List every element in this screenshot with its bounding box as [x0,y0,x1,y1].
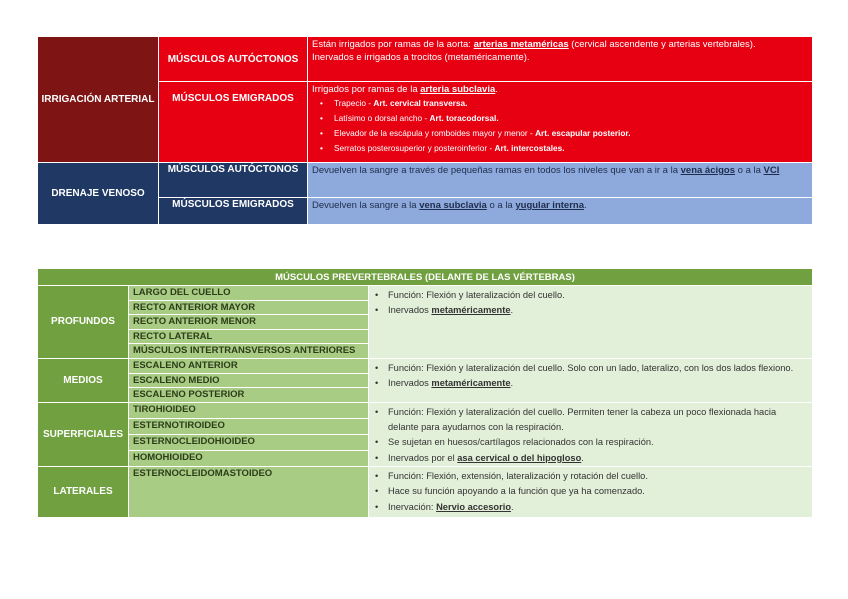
list-item: • Latísimo o dorsal ancho - Art. toracodorsal. [334,111,808,126]
prevertebral-muscles-table [37,268,813,518]
medios-functions [369,358,813,402]
list-item: • Inervados metaméricamente. [388,303,808,318]
list-item: • Función: Flexión y lateralización del cuello. Permiten tener la cabeza un poco flexionada hacia delante para ayudarnos con la respiración. [388,405,808,436]
superficiales-functions [369,402,813,466]
list-item: • Trapecio - Art. cervical transversa. [334,96,808,111]
table-title: MÚSCULOS PREVERTEBRALES (DELANTE DE LAS VÉRTEBRAS) [38,269,813,286]
list-item: • Serratos posterosuperior y posteroinferior - Art. intercostales. [334,141,808,156]
list-item: • Inervados metaméricamente. [388,376,808,391]
vena-acigos-link: vena ácigos [680,165,736,176]
superficiales-label: SUPERFICIALES [38,402,129,466]
muscle-cell: RECTO ANTERIOR MENOR [129,315,369,330]
arteria-subclavia-link: arteria subclavia [420,84,496,95]
drenaje-emigrados-label: MÚSCULOS EMIGRADOS [159,198,308,225]
muscle-cell: LARGO DEL CUELLO [129,286,369,301]
irrigacion-emigrados-desc: Irrigados por ramas de la arteria subclavia. • Trapecio - Art. cervical transversa. • Latísimo o dorsal ancho - Art. toracodorsal. • Elevador de la escápula y romboides mayor y menor - Art. escapular posterior. • Serratos posterosuperior y posteroinferior - Art. intercostales. [308,82,813,163]
irrigation-drainage-table [37,36,813,225]
vena-subclavia-link: vena subclavia [419,200,487,211]
muscle-cell: HOMOHIOIDEO [129,450,369,466]
arterial-branches-list [312,96,808,156]
muscle-cell: ESCALENO ANTERIOR [129,358,369,373]
muscle-cell: TIROHIOIDEO [129,402,369,418]
muscle-cell: ESCALENO POSTERIOR [129,388,369,403]
irrigacion-emigrados-label: MÚSCULOS EMIGRADOS [159,82,308,163]
drenaje-autoctonos-label: MÚSCULOS AUTÓCTONOS [159,163,308,198]
profundos-functions [369,286,813,359]
muscle-cell: ESTERNOCLEIDOMASTOIDEO [129,466,369,517]
list-item: • Hace su función apoyando a la función que ya ha comenzado. [388,484,808,499]
list-item: • Función: Flexión y lateralización del cuello. [388,288,808,303]
list-item: • Elevador de la escápula y romboides mayor y menor - Art. escapular posterior. [334,126,808,141]
irrigacion-arterial-label: IRRIGACIÓN ARTERIAL [38,37,159,163]
muscle-cell: RECTO LATERAL [129,329,369,344]
drenaje-autoctonos-desc: Devuelven la sangre a través de pequeñas ramas en todos los niveles que van a ir a la vena ácigos o a la VCI [308,163,813,198]
muscle-cell: ESTERNOCLEIDOHIOIDEO [129,434,369,450]
muscle-cell: RECTO ANTERIOR MAYOR [129,300,369,315]
list-item: • Inervación: Nervio accesorio. [388,500,808,515]
list-item: • Función: Flexión y lateralización del cuello. Solo con un lado, lateralizo, con los dos lados flexiono. [388,361,808,376]
muscle-cell: ESCALENO MEDIO [129,373,369,388]
laterales-label: LATERALES [38,466,129,517]
vci-link: VCI [763,165,780,176]
list-item: • Inervados por el asa cervical o del hipogloso. [388,451,808,466]
yugular-interna-link: yugular interna [515,200,584,211]
drenaje-venoso-label: DRENAJE VENOSO [38,163,159,225]
laterales-functions [369,466,813,517]
irrigacion-autoctonos-desc: Están irrigados por ramas de la aorta: arterias metaméricas (cervical ascendente y arterias vertebrales). Inervados e irrigados a trocitos (metaméricamente). [308,37,813,82]
muscle-cell: MÚSCULOS INTERTRANSVERSOS ANTERIORES [129,344,369,359]
list-item: • Función: Flexión, extensión, lateralización y rotación del cuello. [388,469,808,484]
list-item: • Se sujetan en huesos/cartílagos relacionados con la respiración. [388,435,808,450]
irrigacion-autoctonos-label: MÚSCULOS AUTÓCTONOS [159,37,308,82]
profundos-label: PROFUNDOS [38,286,129,359]
muscle-cell: ESTERNOTIROIDEO [129,418,369,434]
arterias-metamericas-link: arterias metaméricas [473,39,569,50]
medios-label: MEDIOS [38,358,129,402]
drenaje-emigrados-desc: Devuelven la sangre a la vena subclavia o a la yugular interna. [308,198,813,225]
